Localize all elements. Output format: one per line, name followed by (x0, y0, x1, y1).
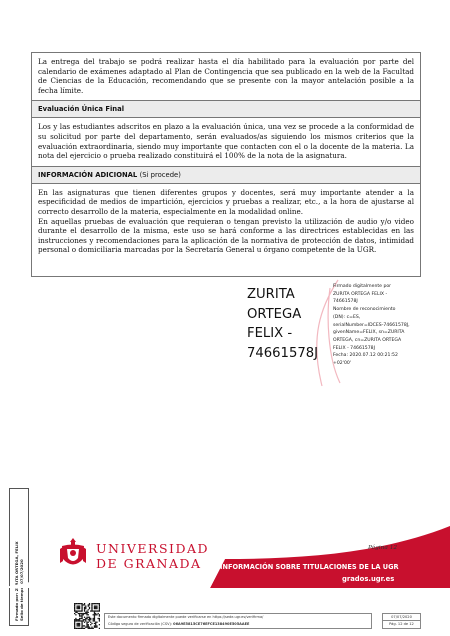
verification-code-value: 06A9E5815CE76EFCE138490E505AAEE (173, 622, 250, 626)
signature-details (333, 283, 423, 368)
signature-detail-line: ZURITA ORTEGA FELIX - (333, 291, 388, 297)
guide-table (31, 52, 421, 277)
university-name-line-2: DE GRANADA (96, 556, 202, 571)
informacion-adicional-title: INFORMACIÓN ADICIONAL (38, 170, 138, 179)
signer-name-line: ZURITA (247, 287, 295, 302)
evaluacion-unica-text: Los y las estudiantes adscritos en plazo a la evaluación única, una vez se procede a la conformidad de su solicitud por parte del departamento, serán evaluados/as siguiendo los mismos criterios que la evaluación extraordinaria, siendo muy importante que contacten con el o la docente de la materia. La nota del ejercicio o prueba realizado constituirá el 100% de la nota de la asignatura. (38, 122, 414, 161)
verification-code-text (108, 622, 249, 626)
side-stamp-line: Sello de tiempo: 07/07/2020 (19, 559, 24, 621)
university-name-line-1: UNIVERSIDAD (96, 541, 210, 556)
signature-detail-line: (DN): c=ES, (333, 314, 361, 320)
evaluacion-unica-heading (32, 101, 420, 118)
page-number-label: Página 12 (368, 545, 398, 551)
verification-url-text: Este documento firmado digitalmente puede verificarse en https://sede.ugr.es/verifirma/ (108, 615, 264, 619)
signer-name-line: FELIX - (247, 326, 293, 341)
informacion-adicional-paragraph-1: En las asignaturas que tienen diferentes grupos y docentes, será muy importante atender a la especificidad de medios de impartición, ejercicios y pruebas a realizar, etc., a la hora de ajustarse al correcto desarrollo de la materia, especialmente en la modalidad online. (38, 187, 414, 216)
banner-url-link[interactable]: grados.ugr.es (342, 575, 395, 583)
signer-name (247, 285, 332, 363)
signature-detail-line: FELIX - 74661578J (333, 345, 375, 351)
signature-detail-line: Nombre de reconocimiento (333, 307, 396, 313)
signature-detail-line: serialNumber=IDCES-74661578J, (333, 322, 410, 328)
qr-code-icon[interactable] (74, 603, 100, 629)
evaluacion-unica-title: Evaluación Única Final (38, 105, 125, 114)
university-crest-icon (58, 537, 88, 571)
informacion-adicional-paragraph-2: En aquellas pruebas de evaluación que requieran o tengan previsto la utilización de audio y/o video durante el desarrollo de la misma, este uso se hará conforme a las directrices establecidas en las instrucciones y recomendaciones para la aplicación de la normativa de protección de datos, intimidad personal o domiciliaria marcadas por la Secretaría General u órgano competente de la UGR. (38, 216, 414, 255)
signature-detail-line: givenName=FELIX, sn=ZURITA (333, 330, 405, 336)
informacion-adicional-note: (Si procede) (139, 170, 181, 179)
signer-name-line: ORTEGA (247, 306, 302, 322)
signature-detail-line: ORTEGA, cn=ZURITA ORTEGA (333, 337, 402, 343)
banner-title: INFORMACIÓN SOBRE TITULACIONES DE LA UGR (220, 563, 399, 571)
evaluacion-unica-cell (32, 118, 420, 166)
signature-detail-line: +02'00' (333, 361, 352, 367)
verification-page: Pág. 12 de 12 (382, 621, 421, 629)
informacion-adicional-cell (32, 184, 420, 277)
verification-box (104, 613, 372, 629)
signature-detail-line: Firmado digitalmente por (333, 284, 392, 289)
verification-date: 07/07/2020 (382, 613, 421, 621)
signature-detail-line: Fecha: 2020.07.12 00:21:52 (333, 353, 398, 359)
side-stamp-line: Firmado por: ZURITA ORTEGA, FELIX (14, 541, 19, 621)
informacion-adicional-heading (32, 167, 420, 184)
intro-cell (32, 53, 420, 101)
signer-name-line: 74661578J (247, 345, 319, 361)
signature-detail-line: 74661578J (333, 299, 358, 305)
verification-code-label: Código seguro de verificación (CSV): (108, 622, 173, 626)
intro-text: La entrega del trabajo se podrá realizar hasta el día habilitado para la evaluación por parte del calendario de exámenes adaptado al Plan de Contingencia que sea publicado en la web de la Facultad de Ciencias de la Educación, recomendando que se presente con la mayor antelación posible a la fecha límite. (38, 57, 414, 95)
